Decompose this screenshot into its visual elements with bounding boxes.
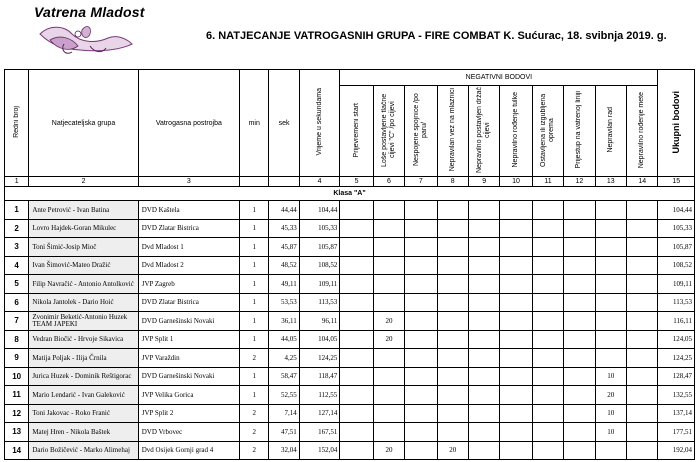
row-negative-points [437, 367, 468, 386]
row-negative-points [437, 275, 468, 294]
row-ukupno: 128,47 [658, 367, 695, 386]
row-number: 14 [5, 441, 29, 460]
row-negative-points [564, 404, 595, 423]
row-negative-points [500, 367, 532, 386]
row-grupa: Jurica Huzek - Dominik Reštigorac [29, 367, 138, 386]
row-min: 1 [240, 256, 269, 275]
row-negative-points: 20 [373, 441, 404, 460]
row-negative-points [373, 238, 404, 257]
row-negative-points [468, 219, 499, 238]
row-negative-points [564, 201, 595, 220]
row-negative-points [405, 330, 437, 349]
row-negative-points [373, 367, 404, 386]
col-number: 10 [500, 177, 532, 187]
row-negative-points [595, 219, 626, 238]
col-number: 7 [405, 177, 437, 187]
row-negative-points [373, 201, 404, 220]
row-negative-points [468, 349, 499, 368]
header-ukupni: Ukupni bodovi [658, 70, 695, 177]
logo [20, 4, 145, 59]
header-neg-3: Nespojene spojnice /po paru/ [405, 86, 437, 177]
row-negative-points [405, 404, 437, 423]
header-min: min [240, 70, 269, 177]
header-grupa: Natjecateljska grupa [29, 70, 138, 177]
row-negative-points [373, 256, 404, 275]
row-negative-points [626, 256, 657, 275]
table-row [5, 238, 695, 257]
row-negative-points [373, 275, 404, 294]
row-negative-points [468, 293, 499, 312]
col-number [240, 177, 269, 187]
table-row [5, 219, 695, 238]
row-negative-points [564, 441, 595, 460]
row-negative-points [564, 312, 595, 331]
row-vrijeme: 118,47 [299, 367, 340, 386]
row-negative-points [468, 441, 499, 460]
row-negative-points [500, 349, 532, 368]
col-number: 4 [299, 177, 340, 187]
row-negative-points [564, 275, 595, 294]
table-row [5, 330, 695, 349]
row-negative-points [532, 238, 563, 257]
row-negative-points [437, 219, 468, 238]
row-vrijeme: 113,53 [299, 293, 340, 312]
row-negative-points [532, 293, 563, 312]
row-vrijeme: 104,44 [299, 201, 340, 220]
row-postrojba: Dvd Mladost 1 [138, 238, 239, 257]
row-negative-points [405, 256, 437, 275]
row-min: 1 [240, 238, 269, 257]
row-vrijeme: 108,52 [299, 256, 340, 275]
row-negative-points [373, 219, 404, 238]
row-negative-points [340, 201, 373, 220]
row-negative-points: 10 [595, 404, 626, 423]
row-sek: 7,14 [269, 404, 299, 423]
row-sek: 45,87 [269, 238, 299, 257]
row-number: 12 [5, 404, 29, 423]
row-negative-points [405, 275, 437, 294]
table-row [5, 275, 695, 294]
row-grupa: Ivan Šimović-Mateo Dražić [29, 256, 138, 275]
row-min: 1 [240, 293, 269, 312]
row-vrijeme: 124,25 [299, 349, 340, 368]
row-negative-points [340, 404, 373, 423]
header-redni-broj: Redni broj [5, 70, 29, 177]
row-negative-points [626, 349, 657, 368]
row-min: 2 [240, 441, 269, 460]
row-negative-points [500, 330, 532, 349]
row-negative-points [626, 219, 657, 238]
row-negative-points [500, 386, 532, 405]
row-negative-points [595, 256, 626, 275]
row-negative-points [532, 349, 563, 368]
col-number: 8 [437, 177, 468, 187]
row-postrojba: DVD Zlatar Bistrica [138, 219, 239, 238]
row-negative-points [626, 201, 657, 220]
row-negative-points [468, 367, 499, 386]
table-row [5, 404, 695, 423]
row-sek: 32,04 [269, 441, 299, 460]
row-sek: 44,05 [269, 330, 299, 349]
row-negative-points [532, 441, 563, 460]
row-number: 2 [5, 219, 29, 238]
row-grupa: Filip Navračić - Antonio Antolković [29, 275, 138, 294]
row-min: 1 [240, 312, 269, 331]
row-negative-points [468, 201, 499, 220]
row-negative-points [340, 312, 373, 331]
row-negative-points [595, 441, 626, 460]
row-number: 11 [5, 386, 29, 405]
col-number: 5 [340, 177, 373, 187]
row-negative-points [437, 330, 468, 349]
row-ukupno: 104,44 [658, 201, 695, 220]
row-negative-points [595, 275, 626, 294]
row-negative-points [340, 275, 373, 294]
row-negative-points [532, 312, 563, 331]
header-neg-10: Nepravilno rođenje mete [626, 86, 657, 177]
row-ukupno: 116,11 [658, 312, 695, 331]
table-row [5, 312, 695, 331]
row-negative-points: 10 [595, 423, 626, 442]
table-row [5, 367, 695, 386]
row-negative-points [405, 349, 437, 368]
row-negative-points [626, 238, 657, 257]
row-negative-points [626, 423, 657, 442]
table-row [5, 201, 695, 220]
row-ukupno: 105,33 [658, 219, 695, 238]
row-negative-points [626, 404, 657, 423]
row-postrojba: JVP Split 1 [138, 330, 239, 349]
row-negative-points: 10 [595, 367, 626, 386]
row-negative-points [373, 423, 404, 442]
row-grupa: Vedran Biočić - Hrvoje Sikavica [29, 330, 138, 349]
row-vrijeme: 167,51 [299, 423, 340, 442]
row-negative-points [437, 256, 468, 275]
row-negative-points [340, 330, 373, 349]
header-vrijeme: Vrijeme u sekundama [299, 70, 340, 177]
row-postrojba: DVD Garnešinski Novaki [138, 367, 239, 386]
row-min: 1 [240, 330, 269, 349]
row-negative-points [468, 275, 499, 294]
row-negative-points [468, 386, 499, 405]
row-negative-points [626, 275, 657, 294]
row-negative-points [532, 386, 563, 405]
col-number: 9 [468, 177, 499, 187]
row-negative-points [405, 423, 437, 442]
row-negative-points [437, 423, 468, 442]
row-min: 2 [240, 423, 269, 442]
row-postrojba: JVP Split 2 [138, 404, 239, 423]
row-negative-points [595, 201, 626, 220]
col-number: 2 [29, 177, 138, 187]
row-negative-points [373, 349, 404, 368]
row-ukupno: 124,25 [658, 349, 695, 368]
row-grupa: Ante Petrović - Ivan Batina [29, 201, 138, 220]
results-table [4, 69, 695, 460]
row-negative-points [437, 201, 468, 220]
row-sek: 45,33 [269, 219, 299, 238]
column-numbers-row [5, 177, 695, 187]
row-ukupno: 124,05 [658, 330, 695, 349]
row-negative-points [340, 293, 373, 312]
row-postrojba: JVP Velika Gorica [138, 386, 239, 405]
row-vrijeme: 127,14 [299, 404, 340, 423]
row-negative-points [500, 256, 532, 275]
row-negative-points [500, 238, 532, 257]
row-negative-points [405, 441, 437, 460]
row-ukupno: 137,14 [658, 404, 695, 423]
row-min: 2 [240, 404, 269, 423]
row-negative-points: 20 [373, 330, 404, 349]
row-number: 4 [5, 256, 29, 275]
row-number: 6 [5, 293, 29, 312]
row-negative-points [532, 201, 563, 220]
row-grupa: Toni Šimić-Josip Mioč [29, 238, 138, 257]
row-ukupno: 105,87 [658, 238, 695, 257]
row-negative-points [468, 423, 499, 442]
row-vrijeme: 109,11 [299, 275, 340, 294]
row-min: 1 [240, 386, 269, 405]
header-neg-1: Prijevremeni start [340, 86, 373, 177]
row-negative-points [373, 293, 404, 312]
row-negative-points [532, 423, 563, 442]
row-sek: 4,25 [269, 349, 299, 368]
row-negative-points [500, 201, 532, 220]
row-negative-points [532, 219, 563, 238]
row-number: 1 [5, 201, 29, 220]
logo-text: Vatrena Mladost [34, 4, 145, 20]
row-negative-points [532, 256, 563, 275]
header-neg-4: Nepravilan vez na mlaznici [437, 86, 468, 177]
row-postrojba: Dvd Mladost 2 [138, 256, 239, 275]
row-number: 7 [5, 312, 29, 331]
col-number: 15 [658, 177, 695, 187]
row-negative-points [500, 404, 532, 423]
row-negative-points [500, 293, 532, 312]
row-negative-points [340, 367, 373, 386]
row-negative-points [468, 256, 499, 275]
row-number: 13 [5, 423, 29, 442]
col-number: 3 [138, 177, 239, 187]
col-number: 1 [5, 177, 29, 187]
row-negative-points [437, 312, 468, 331]
row-postrojba: JVP Varaždin [138, 349, 239, 368]
row-negative-points [626, 386, 657, 405]
row-negative-points [564, 367, 595, 386]
header-negativni-bodovi: NEGATIVNI BODOVI [340, 70, 658, 86]
header-neg-9: Nepravilan rad [595, 86, 626, 177]
row-negative-points [564, 423, 595, 442]
row-sek: 52,55 [269, 386, 299, 405]
row-negative-points [340, 238, 373, 257]
table-row [5, 256, 695, 275]
row-negative-points [500, 441, 532, 460]
row-postrojba: Dvd Osijek Gornji grad 4 [138, 441, 239, 460]
table-row [5, 293, 695, 312]
row-negative-points [595, 238, 626, 257]
row-negative-points: 20 [595, 386, 626, 405]
row-negative-points [564, 219, 595, 238]
row-negative-points [564, 386, 595, 405]
table-row [5, 441, 695, 460]
col-number: 11 [532, 177, 563, 187]
row-number: 3 [5, 238, 29, 257]
row-negative-points [340, 349, 373, 368]
row-negative-points [532, 367, 563, 386]
row-sek: 36,11 [269, 312, 299, 331]
row-grupa: Matej Hren - Nikola Baštek [29, 423, 138, 442]
row-negative-points [564, 256, 595, 275]
row-negative-points [468, 312, 499, 331]
page-title: 6. NATJECANJE VATROGASNIH GRUPA - FIRE COMBAT K. Sućurac, 18. svibnja 2019. g. [206, 30, 667, 42]
row-sek: 47,51 [269, 423, 299, 442]
row-sek: 48,52 [269, 256, 299, 275]
row-grupa: Zvonimir Beketić-Antonio Huzek TEAM JAPEKI [29, 312, 138, 331]
header-neg-6: Nepravilno rođenje tulke [500, 86, 532, 177]
row-negative-points [626, 312, 657, 331]
header-postrojba: Vatrogasna postrojba [138, 70, 239, 177]
row-ukupno: 177,51 [658, 423, 695, 442]
row-negative-points [437, 238, 468, 257]
row-negative-points [405, 293, 437, 312]
row-negative-points [500, 275, 532, 294]
row-negative-points [468, 238, 499, 257]
row-grupa: Nikola Jantolek - Dario Hoić [29, 293, 138, 312]
row-negative-points [595, 349, 626, 368]
row-negative-points [564, 349, 595, 368]
row-negative-points [532, 404, 563, 423]
row-postrojba: JVP Zagreb [138, 275, 239, 294]
row-negative-points [468, 404, 499, 423]
row-negative-points [405, 201, 437, 220]
row-negative-points: 20 [373, 312, 404, 331]
row-sek: 53,53 [269, 293, 299, 312]
row-negative-points [373, 386, 404, 405]
row-negative-points [532, 330, 563, 349]
row-negative-points [595, 293, 626, 312]
row-ukupno: 108,52 [658, 256, 695, 275]
row-negative-points [405, 312, 437, 331]
row-negative-points [340, 256, 373, 275]
row-sek: 44,44 [269, 201, 299, 220]
row-min: 1 [240, 367, 269, 386]
row-negative-points [437, 349, 468, 368]
row-postrojba: DVD Kaštela [138, 201, 239, 220]
row-vrijeme: 105,33 [299, 219, 340, 238]
row-postrojba: DVD Garnešinski Novaki [138, 312, 239, 331]
header-neg-5: Nepravilno postavljen držač cijevi [468, 86, 499, 177]
row-negative-points [340, 386, 373, 405]
row-negative-points [405, 238, 437, 257]
row-negative-points [564, 330, 595, 349]
row-negative-points [626, 367, 657, 386]
header-sek: sek [269, 70, 299, 177]
row-grupa: Dario Božičević - Marko Alimehaj [29, 441, 138, 460]
header-neg-2: Loše postavljene tlačne cijevi "C" /po cijevi [373, 86, 404, 177]
row-ukupno: 192,04 [658, 441, 695, 460]
row-grupa: Lovro Hajdek-Goran Mikulec [29, 219, 138, 238]
row-negative-points [340, 423, 373, 442]
row-negative-points [532, 275, 563, 294]
row-negative-points [373, 404, 404, 423]
row-min: 1 [240, 219, 269, 238]
row-negative-points [626, 330, 657, 349]
col-number [269, 177, 299, 187]
row-number: 8 [5, 330, 29, 349]
row-vrijeme: 96,11 [299, 312, 340, 331]
row-negative-points [437, 386, 468, 405]
row-ukupno: 132,55 [658, 386, 695, 405]
table-row [5, 386, 695, 405]
row-negative-points [468, 330, 499, 349]
row-min: 2 [240, 349, 269, 368]
row-sek: 58,47 [269, 367, 299, 386]
row-negative-points [405, 219, 437, 238]
row-negative-points [564, 238, 595, 257]
row-negative-points [437, 404, 468, 423]
row-negative-points [595, 312, 626, 331]
header-neg-8: Prijestup na vatrenoj liniji [564, 86, 595, 177]
row-postrojba: DVD Vrbovec [138, 423, 239, 442]
col-number: 6 [373, 177, 404, 187]
row-number: 10 [5, 367, 29, 386]
row-negative-points [405, 386, 437, 405]
row-ukupno: 109,11 [658, 275, 695, 294]
row-negative-points [500, 312, 532, 331]
row-negative-points [405, 367, 437, 386]
col-number: 12 [564, 177, 595, 187]
row-negative-points [340, 441, 373, 460]
row-negative-points [626, 293, 657, 312]
row-negative-points [500, 423, 532, 442]
row-grupa: Mario Lendarić - Ivan Galeković [29, 386, 138, 405]
row-postrojba: DVD Zlatar Bistrica [138, 293, 239, 312]
klasa-heading: Klasa "A" [5, 187, 695, 201]
row-vrijeme: 104,05 [299, 330, 340, 349]
row-grupa: Matija Poljak - Ilija Črnila [29, 349, 138, 368]
row-vrijeme: 105,87 [299, 238, 340, 257]
col-number: 14 [626, 177, 657, 187]
row-negative-points [595, 330, 626, 349]
row-number: 9 [5, 349, 29, 368]
row-negative-points [626, 441, 657, 460]
row-negative-points [500, 219, 532, 238]
row-min: 1 [240, 201, 269, 220]
row-negative-points [340, 219, 373, 238]
row-sek: 49,11 [269, 275, 299, 294]
row-number: 5 [5, 275, 29, 294]
row-negative-points [437, 293, 468, 312]
row-grupa: Toni Jakovac - Roko Franić [29, 404, 138, 423]
row-ukupno: 113,53 [658, 293, 695, 312]
table-row [5, 423, 695, 442]
col-number: 13 [595, 177, 626, 187]
row-vrijeme: 152,04 [299, 441, 340, 460]
header-neg-7: Ostavljena ili izgubljena oprema [532, 86, 563, 177]
table-row [5, 349, 695, 368]
row-negative-points: 20 [437, 441, 468, 460]
row-min: 1 [240, 275, 269, 294]
row-vrijeme: 112,55 [299, 386, 340, 405]
row-negative-points [564, 293, 595, 312]
